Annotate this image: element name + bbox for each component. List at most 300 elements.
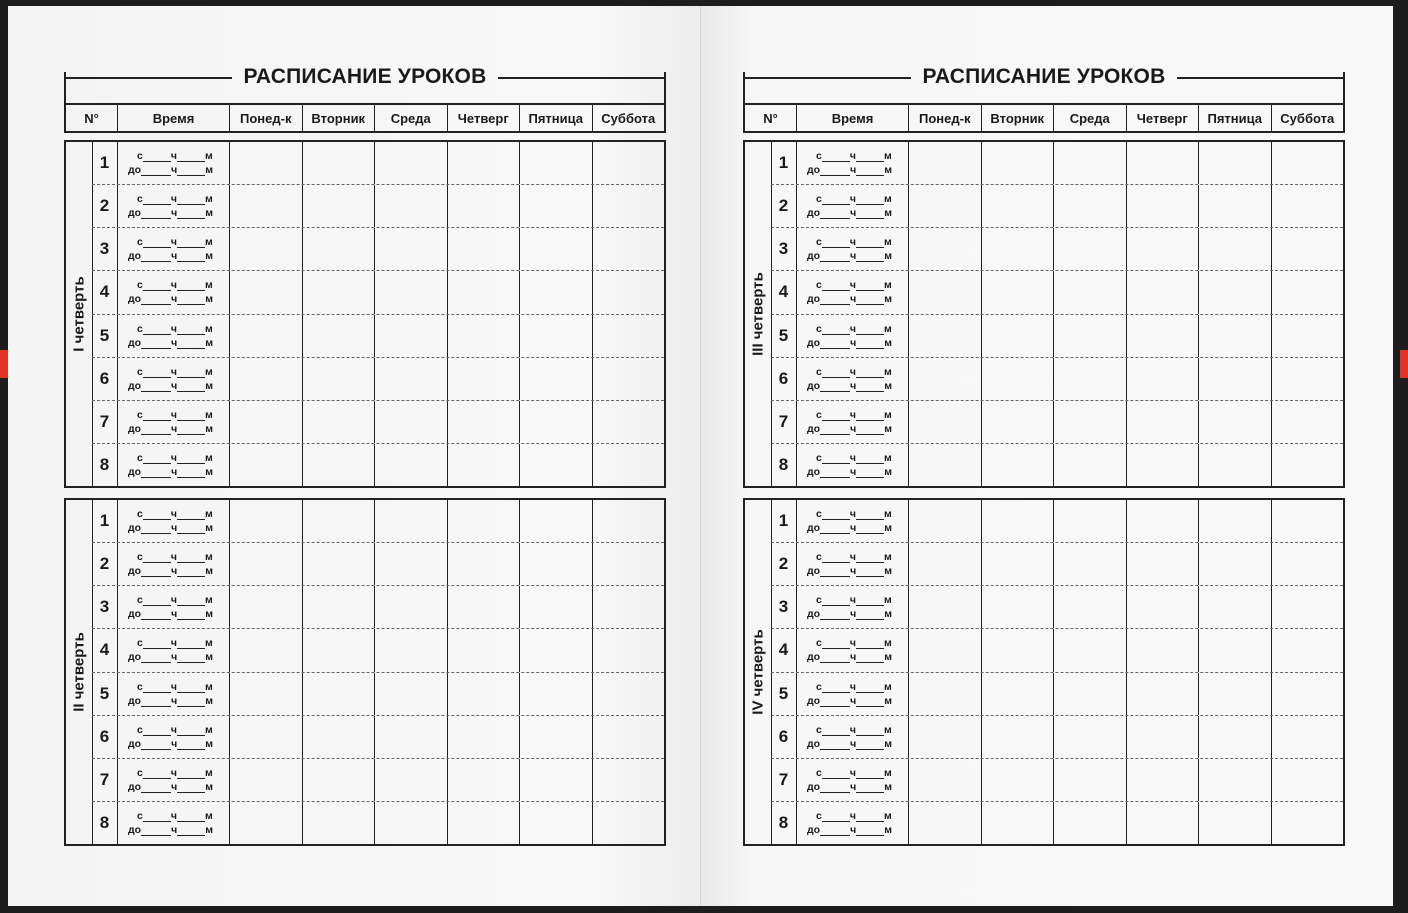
schedule-cell[interactable] [593,142,665,184]
schedule-cell[interactable] [593,185,665,227]
schedule-cell[interactable] [520,543,593,585]
schedule-cell[interactable] [909,358,982,400]
minute-label: м [883,365,892,378]
schedule-cell[interactable] [909,673,982,715]
schedule-cell[interactable] [230,500,303,542]
schedule-cell[interactable] [1272,673,1344,715]
schedule-cell[interactable] [448,401,521,443]
schedule-cell[interactable] [1054,673,1127,715]
blank-line [143,195,171,205]
schedule-cell[interactable] [1054,586,1127,628]
time-to-line [807,608,892,620]
schedule-cell[interactable] [1054,185,1127,227]
schedule-cell[interactable] [1127,500,1200,542]
schedule-cell[interactable] [230,759,303,801]
schedule-cell[interactable] [375,629,448,671]
schedule-cell[interactable] [909,142,982,184]
hour-label: ч [850,422,857,435]
hour-label: ч [849,594,856,607]
schedule-cell[interactable] [448,500,521,542]
schedule-cell[interactable] [230,142,303,184]
time-from-line [807,767,892,779]
minute-label: м [883,236,892,249]
header-row [745,103,1343,131]
schedule-cell[interactable] [375,271,448,313]
schedule-cell[interactable] [1199,759,1272,801]
schedule-cell[interactable] [303,444,376,486]
time-to-line [128,380,213,392]
schedule-cell[interactable] [520,315,593,357]
schedule-cell[interactable] [1054,271,1127,313]
schedule-cell[interactable] [909,401,982,443]
schedule-cell[interactable] [1199,543,1272,585]
time-to-label: до [807,823,821,836]
schedule-cell[interactable] [593,716,665,758]
blank-line [856,238,884,248]
schedule-cell[interactable] [520,142,593,184]
schedule-cell[interactable] [909,500,982,542]
schedule-cell[interactable] [982,228,1055,270]
lesson-time-cell [797,185,909,227]
schedule-cell[interactable] [230,228,303,270]
schedule-cell[interactable] [375,586,448,628]
schedule-cell[interactable] [982,716,1055,758]
schedule-cell[interactable] [593,271,665,313]
time-from-line [128,323,213,335]
schedule-cell[interactable] [909,759,982,801]
schedule-cell[interactable] [1199,142,1272,184]
schedule-cell[interactable] [1127,358,1200,400]
schedule-cell[interactable] [375,444,448,486]
schedule-cell[interactable] [448,759,521,801]
schedule-cell[interactable] [303,315,376,357]
lesson-row [92,444,664,486]
schedule-cell[interactable] [1272,759,1344,801]
schedule-cell[interactable] [448,228,521,270]
minute-label: м [883,680,892,693]
schedule-cell[interactable] [230,271,303,313]
time-from-line [807,810,892,822]
schedule-cell[interactable] [1127,586,1200,628]
blank-line [141,382,171,392]
schedule-cell[interactable] [982,142,1055,184]
time-to-line [128,250,213,262]
blank-line [822,510,850,520]
hour-label: ч [170,451,177,464]
lesson-row [771,142,1343,185]
minute-label: м [883,809,892,822]
schedule-cell[interactable] [593,759,665,801]
schedule-cell[interactable] [375,716,448,758]
lesson-time-cell [118,716,230,758]
quarter-table [64,140,666,488]
schedule-cell[interactable] [303,629,376,671]
schedule-cell[interactable] [593,444,665,486]
time-to-label: до [128,737,142,750]
schedule-cell[interactable] [982,759,1055,801]
hour-label: ч [171,207,178,220]
blank-line [856,339,884,349]
blank-line [822,726,850,736]
schedule-cell[interactable] [303,586,376,628]
schedule-cell[interactable] [1127,759,1200,801]
schedule-cell[interactable] [909,228,982,270]
schedule-cell[interactable] [448,673,521,715]
schedule-cell[interactable] [375,358,448,400]
blank-line [177,683,205,693]
schedule-cell[interactable] [909,586,982,628]
minute-label: м [204,279,213,292]
schedule-cell[interactable] [303,271,376,313]
blank-line [177,567,205,577]
schedule-cell[interactable] [982,358,1055,400]
schedule-cell[interactable] [1199,185,1272,227]
schedule-cell[interactable] [520,716,593,758]
schedule-cell[interactable] [1272,358,1344,400]
blank-line [141,166,171,176]
schedule-cell[interactable] [593,629,665,671]
schedule-cell[interactable] [1127,543,1200,585]
schedule-cell[interactable] [1054,315,1127,357]
schedule-cell[interactable] [230,358,303,400]
blank-line [820,524,850,534]
schedule-cell[interactable] [230,185,303,227]
schedule-cell[interactable] [230,543,303,585]
schedule-cell[interactable] [303,716,376,758]
schedule-cell[interactable] [448,315,521,357]
schedule-cell[interactable] [982,315,1055,357]
time-from-label: с [137,723,143,736]
schedule-cell[interactable] [303,228,376,270]
blank-line [820,610,850,620]
header-day: Вторник [982,105,1055,131]
minute-label: м [883,279,892,292]
schedule-cell[interactable] [593,401,665,443]
schedule-cell[interactable] [448,142,521,184]
schedule-cell[interactable] [448,802,521,844]
schedule-cell[interactable] [448,716,521,758]
schedule-cell[interactable] [1054,444,1127,486]
blank-line [822,683,850,693]
quarter-label: III четверть [749,272,767,356]
blank-line [177,411,205,421]
schedule-cell[interactable] [448,185,521,227]
blank-line [856,209,884,219]
schedule-cell[interactable] [909,543,982,585]
schedule-cell[interactable] [375,759,448,801]
time-to-label: до [807,737,821,750]
schedule-cell[interactable] [1054,500,1127,542]
schedule-cell[interactable] [375,228,448,270]
blank-line [143,325,171,335]
schedule-cell[interactable] [1127,716,1200,758]
schedule-cell[interactable] [303,673,376,715]
lesson-number: 3 [92,228,118,270]
hour-label: ч [170,365,177,378]
schedule-cell[interactable] [1127,629,1200,671]
schedule-cell[interactable] [1054,543,1127,585]
schedule-cell[interactable] [520,185,593,227]
schedule-cell[interactable] [520,586,593,628]
blank-line [177,195,205,205]
schedule-cell[interactable] [1272,185,1344,227]
time-from-label: с [137,236,143,249]
schedule-cell[interactable] [303,759,376,801]
lesson-time-cell [797,759,909,801]
time-from-label: с [816,236,822,249]
schedule-cell[interactable] [1272,716,1344,758]
schedule-cell[interactable] [1272,228,1344,270]
schedule-cell[interactable] [1199,500,1272,542]
schedule-cell[interactable] [520,673,593,715]
blank-line [856,740,884,750]
schedule-cell[interactable] [520,444,593,486]
schedule-cell[interactable] [909,802,982,844]
schedule-cell[interactable] [230,315,303,357]
schedule-cell[interactable] [1054,759,1127,801]
schedule-cell[interactable] [1054,228,1127,270]
time-to-line [807,738,892,750]
blank-line [820,783,850,793]
schedule-cell[interactable] [375,500,448,542]
schedule-cell[interactable] [593,228,665,270]
blank-line [820,425,850,435]
minute-label: м [884,250,892,263]
hour-label: ч [170,279,177,292]
time-to-label: до [807,250,821,263]
schedule-cell[interactable] [375,802,448,844]
schedule-cell[interactable] [1127,315,1200,357]
schedule-cell[interactable] [1054,802,1127,844]
lesson-time-cell [118,586,230,628]
schedule-cell[interactable] [593,673,665,715]
schedule-cell[interactable] [303,358,376,400]
schedule-cell[interactable] [1127,185,1200,227]
schedule-cell[interactable] [1127,444,1200,486]
schedule-cell[interactable] [448,271,521,313]
schedule-cell[interactable] [909,271,982,313]
time-to-label: до [128,293,142,306]
right-page [701,6,1393,906]
schedule-cell[interactable] [520,358,593,400]
schedule-cell[interactable] [375,185,448,227]
schedule-cell[interactable] [448,586,521,628]
blank-line [177,368,205,378]
schedule-cell[interactable] [1199,716,1272,758]
schedule-cell[interactable] [982,185,1055,227]
schedule-cell[interactable] [520,500,593,542]
schedule-cell[interactable] [982,271,1055,313]
schedule-cell[interactable] [1199,802,1272,844]
schedule-cell[interactable] [520,759,593,801]
schedule-cell[interactable] [230,673,303,715]
hour-label: ч [171,651,178,664]
header-num: N° [745,105,797,131]
schedule-cell[interactable] [593,586,665,628]
schedule-cell[interactable] [520,228,593,270]
schedule-cell[interactable] [230,586,303,628]
schedule-cell[interactable] [1127,271,1200,313]
schedule-cell[interactable] [1199,444,1272,486]
time-from-line [807,508,892,520]
schedule-cell[interactable] [1199,315,1272,357]
schedule-cell[interactable] [593,543,665,585]
time-to-label: до [128,379,142,392]
schedule-cell[interactable] [230,401,303,443]
minute-label: м [204,508,213,521]
schedule-cell[interactable] [982,543,1055,585]
hour-label: ч [171,250,178,263]
minute-label: м [884,336,892,349]
lesson-row [92,802,664,844]
schedule-cell[interactable] [303,142,376,184]
blank-line [177,209,205,219]
minute-label: м [884,293,892,306]
schedule-cell[interactable] [520,629,593,671]
schedule-cell[interactable] [982,401,1055,443]
schedule-cell[interactable] [593,802,665,844]
schedule-cell[interactable] [1199,629,1272,671]
time-from-line [128,551,213,563]
hour-label: ч [171,522,178,535]
schedule-cell[interactable] [1272,444,1344,486]
schedule-cell[interactable] [1054,142,1127,184]
schedule-cell[interactable] [448,444,521,486]
time-to-line [807,565,892,577]
blank-line [141,826,171,836]
blank-line [856,610,884,620]
schedule-cell[interactable] [909,716,982,758]
schedule-cell[interactable] [1272,802,1344,844]
blank-line [177,382,205,392]
lesson-row [92,543,664,586]
schedule-cell[interactable] [1199,586,1272,628]
schedule-cell[interactable] [1127,401,1200,443]
blank-line [822,281,850,291]
blank-line [856,653,884,663]
minute-label: м [205,823,213,836]
schedule-cell[interactable] [1272,543,1344,585]
schedule-cell[interactable] [909,444,982,486]
schedule-cell[interactable] [593,500,665,542]
schedule-cell[interactable] [1127,142,1200,184]
schedule-cell[interactable] [1054,401,1127,443]
time-to-label: до [128,250,142,263]
schedule-cell[interactable] [1199,673,1272,715]
schedule-cell[interactable] [982,500,1055,542]
schedule-cell[interactable] [909,185,982,227]
schedule-cell[interactable] [520,802,593,844]
lesson-row [771,315,1343,358]
header-day: Суббота [1280,110,1335,126]
schedule-cell[interactable] [1054,358,1127,400]
lesson-number: 3 [771,586,797,628]
lesson-time-cell [118,271,230,313]
schedule-cell[interactable] [520,401,593,443]
schedule-cell[interactable] [448,543,521,585]
time-from-line [807,551,892,563]
schedule-cell[interactable] [1272,271,1344,313]
schedule-cell[interactable] [1127,802,1200,844]
time-to-line [128,207,213,219]
minute-label: м [205,336,213,349]
blank-line [822,368,850,378]
schedule-cell[interactable] [1272,401,1344,443]
minute-label: м [883,637,892,650]
schedule-cell[interactable] [982,802,1055,844]
schedule-cell[interactable] [982,629,1055,671]
time-to-label: до [128,780,142,793]
schedule-cell[interactable] [303,185,376,227]
time-from-line [807,409,892,421]
schedule-cell[interactable] [909,315,982,357]
schedule-cell[interactable] [375,315,448,357]
blank-line [177,281,205,291]
schedule-cell[interactable] [1054,716,1127,758]
hour-label: ч [849,809,856,822]
schedule-cell[interactable] [230,802,303,844]
schedule-cell[interactable] [1272,315,1344,357]
schedule-cell[interactable] [230,716,303,758]
time-from-label: с [816,408,822,421]
schedule-cell[interactable] [303,401,376,443]
schedule-cell[interactable] [982,673,1055,715]
schedule-cell[interactable] [375,673,448,715]
schedule-cell[interactable] [1272,586,1344,628]
schedule-cell[interactable] [1199,228,1272,270]
blank-line [143,596,171,606]
hour-label: ч [850,608,857,621]
schedule-cell[interactable] [593,315,665,357]
time-from-label: с [137,408,143,421]
schedule-cell[interactable] [303,802,376,844]
schedule-cell[interactable] [593,358,665,400]
schedule-cell[interactable] [1054,629,1127,671]
hour-label: ч [170,508,177,521]
schedule-cell[interactable] [1199,271,1272,313]
schedule-cell[interactable] [230,629,303,671]
schedule-cell[interactable] [982,444,1055,486]
schedule-cell[interactable] [303,543,376,585]
blank-line [177,596,205,606]
schedule-cell[interactable] [1199,358,1272,400]
lesson-number: 3 [771,228,797,270]
schedule-cell[interactable] [909,629,982,671]
schedule-cell[interactable] [1272,142,1344,184]
schedule-cell[interactable] [1272,629,1344,671]
schedule-cell[interactable] [448,629,521,671]
blank-line [820,339,850,349]
time-from-label: с [816,723,822,736]
schedule-cell[interactable] [1199,401,1272,443]
schedule-cell[interactable] [375,142,448,184]
time-to-label: до [807,651,821,664]
schedule-cell[interactable] [448,358,521,400]
schedule-cell[interactable] [375,543,448,585]
schedule-cell[interactable] [1127,673,1200,715]
schedule-cell[interactable] [303,500,376,542]
schedule-cell[interactable] [230,444,303,486]
lesson-time-cell [797,401,909,443]
schedule-cell[interactable] [982,586,1055,628]
schedule-cell[interactable] [375,401,448,443]
schedule-cell[interactable] [1127,228,1200,270]
schedule-cell[interactable] [1272,500,1344,542]
hour-label: ч [171,422,178,435]
schedule-cell[interactable] [520,271,593,313]
schedule-title-text: РАСПИСАНИЕ УРОКОВ [922,65,1166,88]
quarter-table [743,140,1345,488]
